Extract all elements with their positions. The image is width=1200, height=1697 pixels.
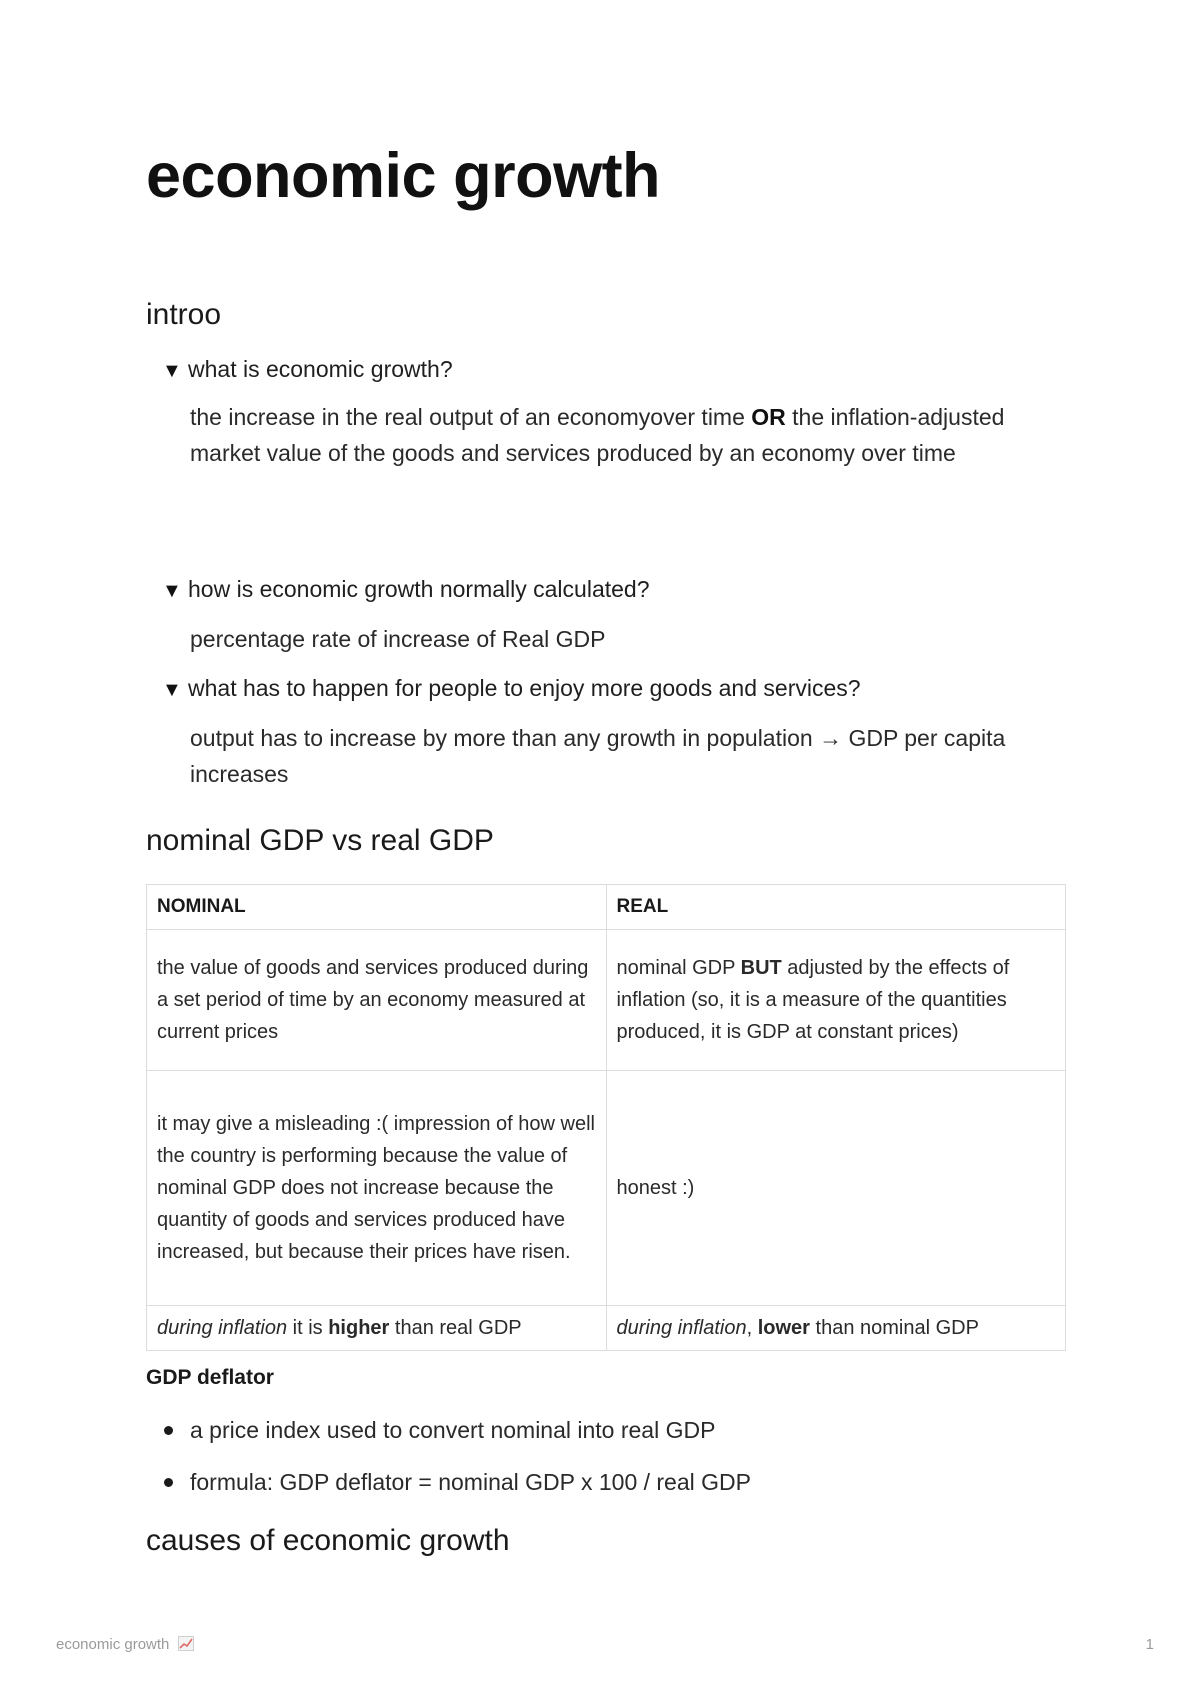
cell-text: than real GDP [389, 1317, 522, 1339]
toggle-summary[interactable] [162, 575, 1062, 605]
table-cell: it may give a misleading :( impression of how well the country is performing because the value of nominal GDP does not increase because the quantity of goods and services produced have increased, but because their prices have risen. [147, 1071, 607, 1306]
column-header-real: REAL [606, 885, 1066, 930]
toggle-what-is-growth [162, 355, 1062, 471]
cell-bold: lower [757, 1317, 810, 1339]
chart-increasing-icon [178, 1636, 194, 1651]
list-item-text: formula: GDP deflator = nominal GDP x 100 / real GDP [190, 1469, 751, 1495]
section-heading-causes: causes of economic growth [146, 1524, 510, 1557]
triangle-down-icon[interactable]: ▼ [162, 580, 182, 602]
footer-doc-title: economic growth [56, 1636, 170, 1653]
cell-text: adjusted by the effects of inflation (so, it is a measure of the quantities produced, it is GDP at constant prices) [616, 957, 1010, 1043]
cell-text: nominal GDP [616, 957, 741, 979]
bullet-icon [164, 1426, 173, 1435]
cell-italic: during inflation [157, 1317, 288, 1339]
table-cell [147, 1306, 607, 1351]
cell-text: , [746, 1317, 758, 1339]
deflator-heading: GDP deflator [146, 1366, 274, 1389]
deflator-bullet-list [146, 1404, 751, 1508]
list-item-text: a price index used to convert nominal into real GDP [190, 1417, 716, 1443]
page-title: economic growth [146, 141, 661, 211]
footer-doc-name [56, 1636, 194, 1653]
toggle-answer: percentage rate of increase of Real GDP [190, 625, 606, 652]
section-heading-intro: introo [146, 298, 222, 331]
toggle-answer [190, 399, 1070, 471]
cell-bold: higher [328, 1317, 390, 1339]
answer-bold: OR [751, 403, 786, 430]
bullet-icon [164, 1478, 173, 1487]
cell-italic: during inflation [616, 1317, 747, 1339]
footer-page-number: 1 [1145, 1636, 1154, 1653]
answer-text: the inflation-adjusted market value of the goods and services produced by an economy over time [190, 403, 1005, 466]
gdp-comparison-table [146, 884, 1066, 1351]
table-cell [606, 930, 1066, 1071]
toggle-question: what is economic growth? [188, 356, 453, 382]
cell-bold: BUT [740, 957, 782, 979]
table-cell [606, 1306, 1066, 1351]
toggle-summary[interactable] [162, 355, 1062, 385]
section-heading-gdp: nominal GDP vs real GDP [146, 824, 494, 857]
toggle-enjoy-more [162, 674, 1062, 792]
answer-text: the increase in the real output of an economyover time [190, 403, 752, 430]
cell-text: than nominal GDP [809, 1317, 979, 1339]
toggle-how-calculated [162, 575, 1062, 657]
list-item [190, 1456, 751, 1508]
list-item [190, 1404, 751, 1456]
table-header-row [147, 885, 1066, 930]
triangle-down-icon[interactable]: ▼ [162, 679, 182, 701]
triangle-down-icon[interactable]: ▼ [162, 360, 182, 382]
table-row [147, 1071, 1066, 1306]
table-cell: honest :) [606, 1071, 1066, 1306]
toggle-question: how is economic growth normally calculated? [188, 576, 650, 602]
cell-text: it is [287, 1317, 329, 1339]
table-row [147, 930, 1066, 1071]
toggle-answer: output has to increase by more than any growth in population → GDP per capita increases [190, 724, 1006, 787]
table-cell: the value of goods and services produced during a set period of time by an economy measured at current prices [147, 930, 607, 1071]
column-header-nominal: NOMINAL [147, 885, 607, 930]
toggle-question: what has to happen for people to enjoy more goods and services? [188, 675, 861, 701]
table-row [147, 1306, 1066, 1351]
toggle-summary[interactable] [162, 674, 1062, 704]
